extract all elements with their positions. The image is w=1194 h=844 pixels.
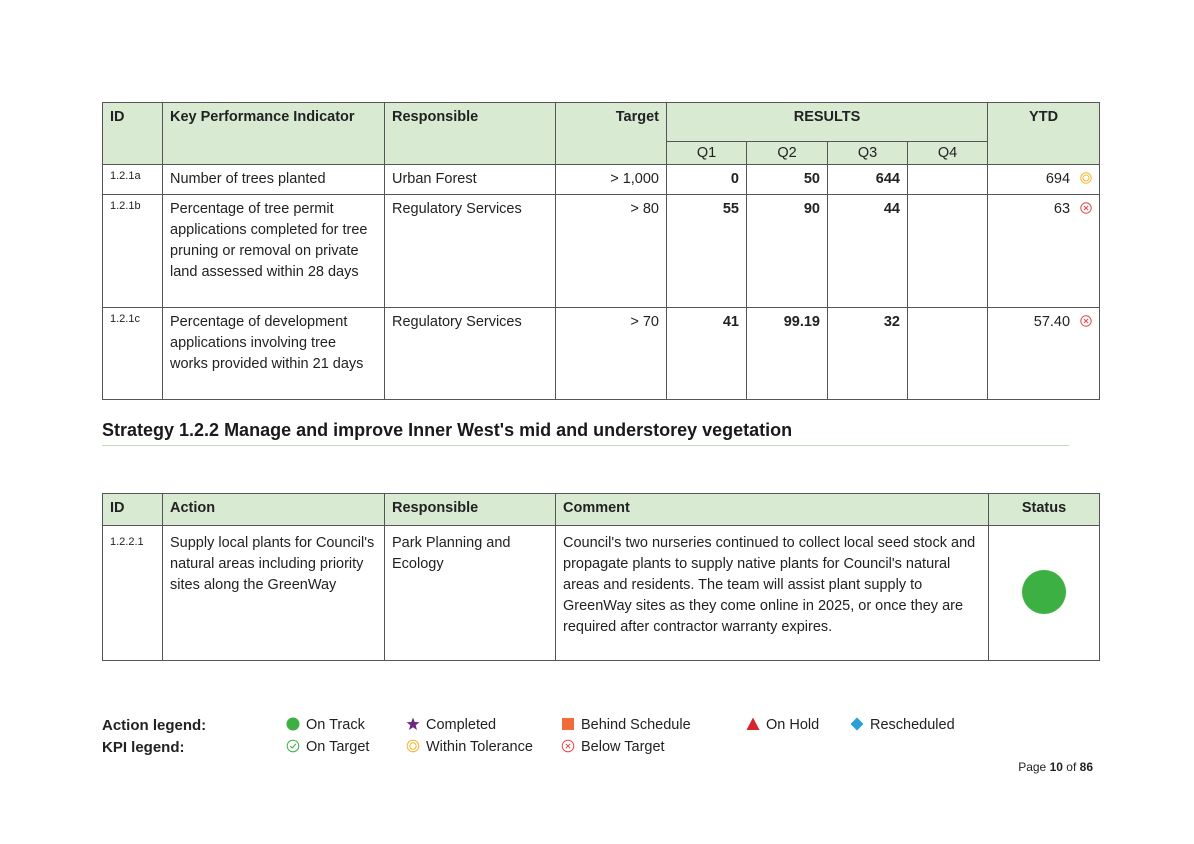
legend-label: Rescheduled bbox=[870, 717, 955, 733]
below-target-icon bbox=[1080, 315, 1092, 327]
legend-behind-schedule bbox=[561, 717, 691, 733]
kpi-header-responsible: Responsible bbox=[385, 103, 556, 165]
kpi-header-ytd: YTD bbox=[988, 103, 1100, 165]
kpi-ytd bbox=[988, 308, 1100, 400]
legend-on-track bbox=[286, 717, 365, 733]
kpi-q1: 0 bbox=[667, 165, 747, 195]
kpi-q3: 32 bbox=[828, 308, 908, 400]
table-row bbox=[103, 165, 1100, 195]
yellow-ring-icon bbox=[406, 739, 420, 753]
legend-label: On Track bbox=[306, 717, 365, 733]
kpi-header-q1: Q1 bbox=[667, 142, 747, 165]
kpi-ytd bbox=[988, 165, 1100, 195]
kpi-header-q3: Q3 bbox=[828, 142, 908, 165]
action-comment: Council's two nurseries continued to collect local seed stock and propagate plants to supply native plants for Council's natural areas and residents. The team will assist plant supply to GreenWay sites as they come online in 2025, or once they are required after contractor warranty expires. bbox=[556, 526, 989, 661]
kpi-ytd-value: 63 bbox=[1053, 201, 1071, 217]
red-x-circle-icon bbox=[561, 739, 575, 753]
strategy-heading: Strategy 1.2.2 Manage and improve Inner West's mid and understorey vegetation bbox=[102, 420, 793, 440]
kpi-header-q2: Q2 bbox=[747, 142, 828, 165]
kpi-q2: 90 bbox=[747, 195, 828, 308]
page-of: of bbox=[1066, 760, 1077, 774]
kpi-responsible: Urban Forest bbox=[385, 165, 556, 195]
kpi-q4 bbox=[908, 165, 988, 195]
kpi-name: Percentage of tree permit applications completed for tree pruning or removal on private land assessed within 28 days bbox=[163, 195, 385, 308]
legend-label: Completed bbox=[426, 717, 497, 733]
kpi-table bbox=[102, 102, 1100, 400]
kpi-q4 bbox=[908, 308, 988, 400]
below-target-icon bbox=[1080, 202, 1092, 214]
heading-divider bbox=[102, 445, 1069, 446]
action-header-comment: Comment bbox=[556, 494, 989, 526]
red-triangle-icon bbox=[746, 717, 760, 731]
action-legend-title: Action legend: bbox=[102, 717, 207, 734]
green-circle-icon bbox=[286, 717, 300, 731]
action-responsible: Park Planning and Ecology bbox=[385, 526, 556, 661]
kpi-responsible: Regulatory Services bbox=[385, 308, 556, 400]
legend-completed bbox=[406, 717, 496, 733]
legend-label: Behind Schedule bbox=[581, 717, 691, 733]
kpi-target: > 70 bbox=[556, 308, 667, 400]
page-prefix: Page bbox=[1018, 760, 1047, 774]
within-tolerance-icon bbox=[1080, 172, 1092, 184]
kpi-ytd-value: 694 bbox=[1045, 171, 1071, 187]
kpi-target: > 1,000 bbox=[556, 165, 667, 195]
table-row bbox=[103, 195, 1100, 308]
kpi-q3: 44 bbox=[828, 195, 908, 308]
kpi-ytd bbox=[988, 195, 1100, 308]
action-header-status: Status bbox=[989, 494, 1100, 526]
kpi-header-results: RESULTS bbox=[667, 103, 988, 142]
action-header-responsible: Responsible bbox=[385, 494, 556, 526]
kpi-name: Percentage of development applications involving tree works provided within 21 days bbox=[163, 308, 385, 400]
kpi-header-target: Target bbox=[556, 103, 667, 165]
page-number bbox=[1018, 760, 1093, 774]
orange-square-icon bbox=[561, 717, 575, 731]
legend-within-tolerance bbox=[406, 739, 533, 755]
on-track-icon bbox=[1022, 570, 1066, 614]
kpi-q1: 55 bbox=[667, 195, 747, 308]
table-row bbox=[103, 308, 1100, 400]
action-status bbox=[989, 526, 1100, 661]
kpi-header-kpi: Key Performance Indicator bbox=[163, 103, 385, 165]
kpi-responsible: Regulatory Services bbox=[385, 195, 556, 308]
action-text: Supply local plants for Council's natural areas including priority sites along the GreenWay bbox=[163, 526, 385, 661]
kpi-q2: 99.19 bbox=[747, 308, 828, 400]
kpi-header-id: ID bbox=[103, 103, 163, 165]
kpi-header-q4: Q4 bbox=[908, 142, 988, 165]
action-header-id: ID bbox=[103, 494, 163, 526]
kpi-legend-title: KPI legend: bbox=[102, 739, 185, 756]
kpi-q4 bbox=[908, 195, 988, 308]
legend-label: On Hold bbox=[766, 717, 820, 733]
legend-label: Below Target bbox=[581, 739, 665, 755]
kpi-name: Number of trees planted bbox=[163, 165, 385, 195]
kpi-id: 1.2.1c bbox=[103, 308, 163, 400]
kpi-id: 1.2.1a bbox=[103, 165, 163, 195]
kpi-ytd-value: 57.40 bbox=[1033, 314, 1071, 330]
table-row bbox=[103, 526, 1100, 661]
action-table bbox=[102, 493, 1100, 661]
blue-diamond-icon bbox=[850, 717, 864, 731]
kpi-q1: 41 bbox=[667, 308, 747, 400]
legend-on-target bbox=[286, 739, 369, 755]
kpi-q2: 50 bbox=[747, 165, 828, 195]
kpi-target: > 80 bbox=[556, 195, 667, 308]
legend-rescheduled bbox=[850, 717, 955, 733]
kpi-id: 1.2.1b bbox=[103, 195, 163, 308]
legend-label: Within Tolerance bbox=[426, 739, 533, 755]
action-header-action: Action bbox=[163, 494, 385, 526]
action-id: 1.2.2.1 bbox=[103, 526, 163, 661]
legend-below-target bbox=[561, 739, 665, 755]
legend-on-hold bbox=[746, 717, 819, 733]
purple-star-icon bbox=[406, 717, 420, 731]
legend-label: On Target bbox=[306, 739, 370, 755]
kpi-q3: 644 bbox=[828, 165, 908, 195]
page-total: 86 bbox=[1079, 760, 1093, 774]
page-current: 10 bbox=[1049, 760, 1063, 774]
green-check-circle-icon bbox=[286, 739, 300, 753]
